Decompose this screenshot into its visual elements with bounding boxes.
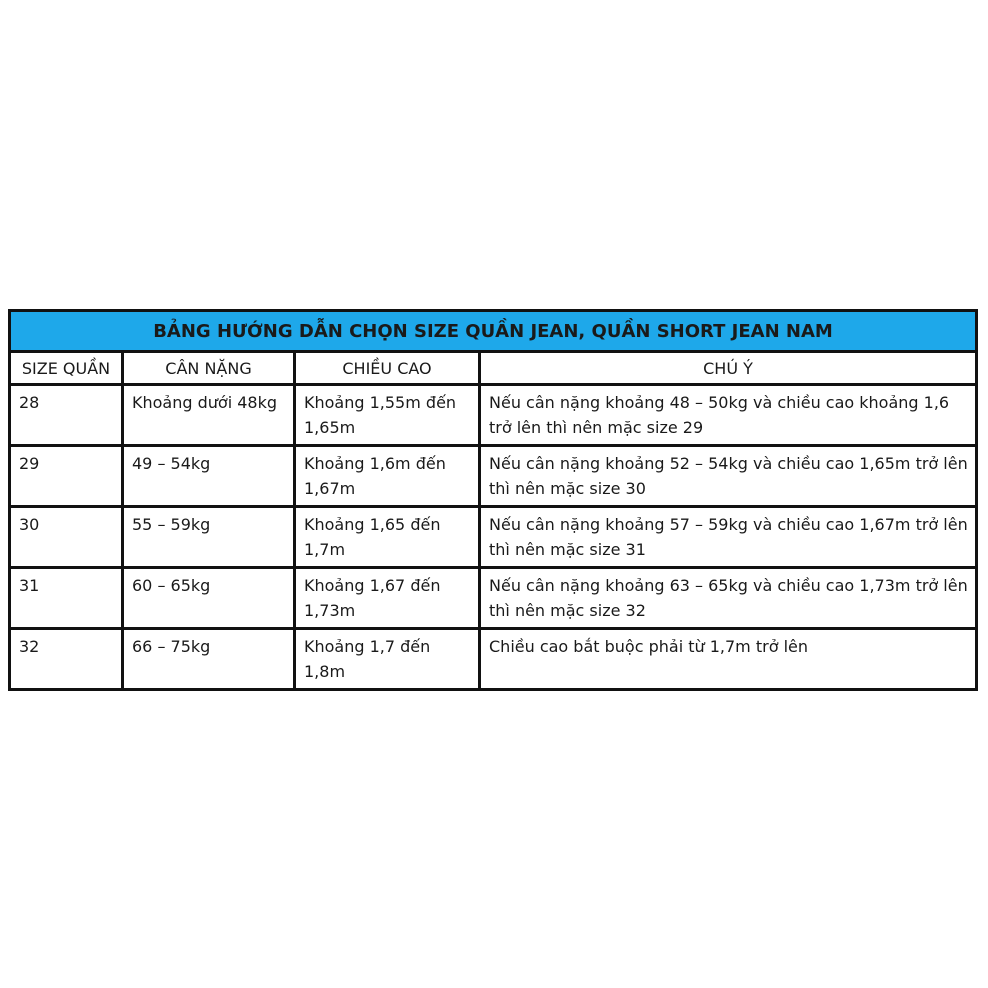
header-weight: CÂN NẶNG [123,352,295,385]
size-guide-table [8,309,978,691]
header-note: CHÚ Ý [480,352,977,385]
cell-height: Khoảng 1,7 đến 1,8m [295,629,480,690]
cell-note: Nếu cân nặng khoảng 63 – 65kg và chiều cao 1,73m trở lên thì nên mặc size 32 [480,568,977,629]
cell-size: 32 [10,629,123,690]
cell-weight: 66 – 75kg [123,629,295,690]
cell-size: 28 [10,385,123,446]
table-row [10,568,977,629]
cell-note: Nếu cân nặng khoảng 48 – 50kg và chiều cao khoảng 1,6 trở lên thì nên mặc size 29 [480,385,977,446]
header-size: SIZE QUẦN [10,352,123,385]
table-row [10,507,977,568]
cell-weight: Khoảng dưới 48kg [123,385,295,446]
cell-note: Nếu cân nặng khoảng 52 – 54kg và chiều cao 1,65m trở lên thì nên mặc size 30 [480,446,977,507]
cell-note: Chiều cao bắt buộc phải từ 1,7m trở lên [480,629,977,690]
table-header-row [10,352,977,385]
cell-size: 30 [10,507,123,568]
cell-height: Khoảng 1,67 đến 1,73m [295,568,480,629]
table-title: BẢNG HƯỚNG DẪN CHỌN SIZE QUẦN JEAN, QUẦN SHORT JEAN NAM [10,311,977,352]
cell-size: 31 [10,568,123,629]
cell-note: Nếu cân nặng khoảng 57 – 59kg và chiều cao 1,67m trở lên thì nên mặc size 31 [480,507,977,568]
header-height: CHIỀU CAO [295,352,480,385]
table-row [10,629,977,690]
cell-weight: 55 – 59kg [123,507,295,568]
cell-height: Khoảng 1,65 đến 1,7m [295,507,480,568]
cell-height: Khoảng 1,6m đến 1,67m [295,446,480,507]
cell-height: Khoảng 1,55m đến 1,65m [295,385,480,446]
table-title-row [10,311,977,352]
cell-weight: 60 – 65kg [123,568,295,629]
table-row [10,385,977,446]
table-row [10,446,977,507]
cell-size: 29 [10,446,123,507]
cell-weight: 49 – 54kg [123,446,295,507]
